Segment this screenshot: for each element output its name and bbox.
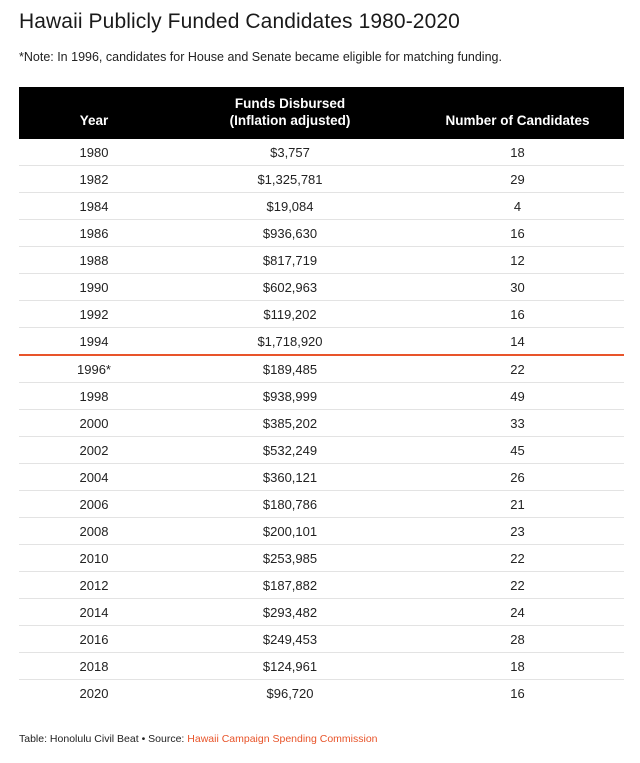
cell-funds: $180,786 <box>169 491 411 518</box>
cell-candidates: 26 <box>411 464 624 491</box>
cell-candidates: 16 <box>411 220 624 247</box>
table-row <box>19 328 624 356</box>
source-prefix: Table: Honolulu Civil Beat • Source: <box>19 733 188 745</box>
cell-year: 2010 <box>19 545 169 572</box>
table-row <box>19 247 624 274</box>
header-year: Year <box>79 113 109 128</box>
cell-year: 1984 <box>19 193 169 220</box>
cell-year: 2020 <box>79 685 109 701</box>
cell-candidates: 28 <box>411 626 624 653</box>
cell-year: 2006 <box>19 491 169 518</box>
cell-year: 1982 <box>19 166 169 193</box>
cell-funds: $1,718,920 <box>169 328 411 356</box>
cell-candidates: 18 <box>411 653 624 680</box>
table-body <box>19 139 624 706</box>
cell-funds: $19,084 <box>169 193 411 220</box>
cell-year: 2016 <box>19 626 169 653</box>
cell-candidates: 45 <box>411 437 624 464</box>
cell-candidates: 22 <box>411 545 624 572</box>
header-funds <box>169 87 411 139</box>
table-row <box>19 139 624 166</box>
table-header <box>19 87 624 139</box>
cell-funds: $293,482 <box>169 599 411 626</box>
table-row <box>19 274 624 301</box>
table-row <box>19 166 624 193</box>
table-row <box>19 193 624 220</box>
table-row <box>19 464 624 491</box>
header-row <box>19 87 624 139</box>
cell-funds: $936,630 <box>169 220 411 247</box>
cell-candidates: 22 <box>411 355 624 383</box>
cell-funds: $385,202 <box>169 410 411 437</box>
table-row <box>19 437 624 464</box>
cell-candidates: 24 <box>411 599 624 626</box>
cell-candidates: 18 <box>411 139 624 166</box>
cell-funds: $124,961 <box>169 653 411 680</box>
cell-candidates: 12 <box>411 247 624 274</box>
cell-candidates: 21 <box>411 491 624 518</box>
cell-candidates: 49 <box>411 383 624 410</box>
cell-year: 2014 <box>19 599 169 626</box>
source-line <box>19 733 378 745</box>
cell-year: 2008 <box>19 518 169 545</box>
cell-candidates: 33 <box>411 410 624 437</box>
table-row <box>19 653 624 680</box>
cell-funds: $602,963 <box>169 274 411 301</box>
cell-year: 1988 <box>19 247 169 274</box>
cell-funds: $253,985 <box>169 545 411 572</box>
cell-funds: $360,121 <box>169 464 411 491</box>
cell-candidates: 22 <box>411 572 624 599</box>
cell-funds: $3,757 <box>169 139 411 166</box>
header-funds-line2: (Inflation adjusted) <box>229 113 351 128</box>
cell-funds: $532,249 <box>169 437 411 464</box>
cell-year: 1998 <box>19 383 169 410</box>
cell-year: 1990 <box>19 274 169 301</box>
cell-funds: $1,325,781 <box>169 166 411 193</box>
cell-year: 1980 <box>19 139 169 166</box>
cell-funds: $249,453 <box>169 626 411 653</box>
table-row <box>19 383 624 410</box>
cell-candidates: 14 <box>411 328 624 356</box>
cell-funds: $189,485 <box>169 355 411 383</box>
table-row <box>19 680 624 707</box>
table-row <box>19 572 624 599</box>
cell-year: 1986 <box>19 220 169 247</box>
header-funds-line1: Funds Disbursed <box>234 96 346 111</box>
table-row <box>19 220 624 247</box>
table-row <box>19 599 624 626</box>
cell-year: 1996* <box>19 355 169 383</box>
cell-funds: $119,202 <box>169 301 411 328</box>
cell-year: 2004 <box>19 464 169 491</box>
cell-funds: $200,101 <box>169 518 411 545</box>
page-title: Hawaii Publicly Funded Candidates 1980-2020 <box>19 10 460 33</box>
cell-year: 2018 <box>19 653 169 680</box>
table-row <box>19 491 624 518</box>
cell-funds: $96,720 <box>266 685 314 701</box>
source-link[interactable]: Hawaii Campaign Spending Commission <box>187 733 378 745</box>
cell-candidates: 16 <box>411 301 624 328</box>
table-row <box>19 355 624 383</box>
table-row <box>19 626 624 653</box>
cell-year: 2002 <box>19 437 169 464</box>
table-note: *Note: In 1996, candidates for House and Senate became eligible for matching funding. <box>19 50 502 64</box>
cell-candidates: 30 <box>411 274 624 301</box>
table-row <box>19 518 624 545</box>
cell-year: 1992 <box>19 301 169 328</box>
table-row <box>19 301 624 328</box>
cell-year: 2012 <box>19 572 169 599</box>
candidates-table <box>19 87 624 706</box>
table-row <box>19 545 624 572</box>
header-candidates: Number of Candidates <box>445 113 590 128</box>
cell-funds: $817,719 <box>169 247 411 274</box>
cell-year: 2000 <box>19 410 169 437</box>
cell-year: 1994 <box>19 328 169 356</box>
cell-funds: $938,999 <box>169 383 411 410</box>
cell-candidates: 23 <box>411 518 624 545</box>
cell-funds: $187,882 <box>169 572 411 599</box>
cell-candidates: 4 <box>411 193 624 220</box>
table-row <box>19 410 624 437</box>
cell-candidates: 29 <box>411 166 624 193</box>
cell-candidates: 16 <box>510 685 525 701</box>
